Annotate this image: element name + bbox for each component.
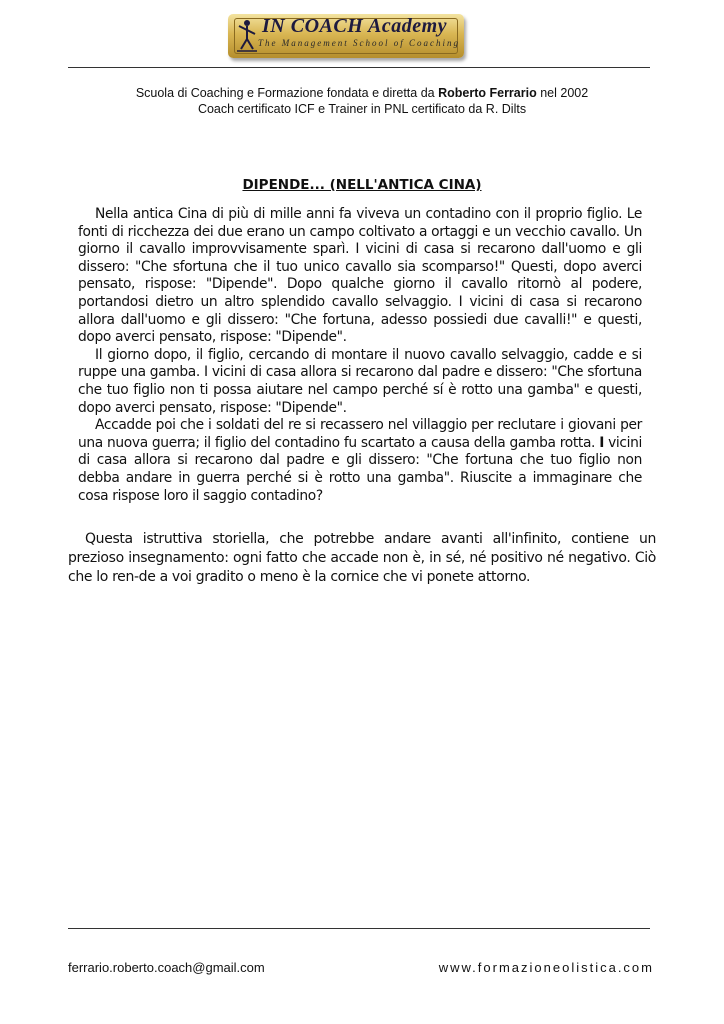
footer-website: www.formazioneolistica.com <box>438 960 654 975</box>
story-paragraph-3-end: vicini di casa allora si recarono dal padre e gli dissero: "Che fortuna che tuo figlio non debba andare in guerra perché si è rotto una gamba". Riuscite a immaginare che cosa rispose loro il saggio contadino? <box>78 434 642 504</box>
story-paragraph-3 <box>78 417 642 505</box>
story-body <box>78 206 642 505</box>
footer-email: ferrario.roberto.coach@gmail.com <box>68 960 265 975</box>
footer-divider <box>68 928 650 929</box>
header-line-1 <box>0 86 724 100</box>
story-title: DIPENDE... (NELL'ANTICA CINA) <box>242 177 482 193</box>
logo-title: IN COACH Academy <box>262 15 448 37</box>
coach-figure-icon <box>234 17 260 53</box>
story-paragraph-3-start: Accadde poi che i soldati del re si recassero nel villaggio per reclutare i giovani per una nuova guerra; il figlio del contadino fu scartato a causa della gamba rotta. <box>78 417 642 451</box>
story-paragraph-3-bold: I <box>599 434 604 451</box>
academy-logo <box>228 14 464 58</box>
moral-section <box>68 530 656 587</box>
header-intro: Scuola di Coaching e Formazione fondata e diretta da <box>135 86 439 100</box>
story-paragraph-1: Nella antica Cina di più di mille anni fa viveva un contadino con il proprio figlio. Le fonti di ricchezza dei due erano un campo coltivato a ortaggi e un vecchio cavallo. Un giorno il cavallo improvvisamente sparì. I vicini di casa si recarono dall'uomo e gli dissero: "Che sfortuna che il tuo unico cavallo sia scomparso!" Questi, dopo averci pensato, rispose: "Dipende". Dopo qualche giorno il cavallo ritornò al podere, portandosi dietro un altro splendido cavallo selvaggio. I vicini di casa si recarono allora dall'uomo e gli dissero: "Che fortuna, adesso possiedi due cavalli!" e questi, dopo averci pensato, rispose: "Dipende". <box>78 206 642 346</box>
logo-subtitle: The Management School of Coaching <box>258 38 460 48</box>
story-paragraph-2: Il giorno dopo, il figlio, cercando di montare il nuovo cavallo selvaggio, cadde e si ruppe una gamba. I vicini di casa allora si recarono dal padre e dissero: "Che sfortuna che tuo figlio non ti possa aiutare nel campo perché sí è rotto una gamba" e questi, dopo averci pensato, rispose: "Dipende". <box>78 346 642 416</box>
founder-name: Roberto Ferrario <box>438 86 537 100</box>
header-divider <box>68 67 650 68</box>
header-year: nel 2002 <box>536 86 589 100</box>
moral-paragraph: Questa istruttiva storiella, che potrebbe andare avanti all'infinito, contiene un prezioso insegnamento: ogni fatto che accade non è, in sé, né positivo né negativo. Ciò che lo ren-de a voi gradito o meno è la cornice che vi ponete attorno. <box>68 531 656 585</box>
header-line-2: Coach certificato ICF e Trainer in PNL certificato da R. Dilts <box>197 102 527 116</box>
